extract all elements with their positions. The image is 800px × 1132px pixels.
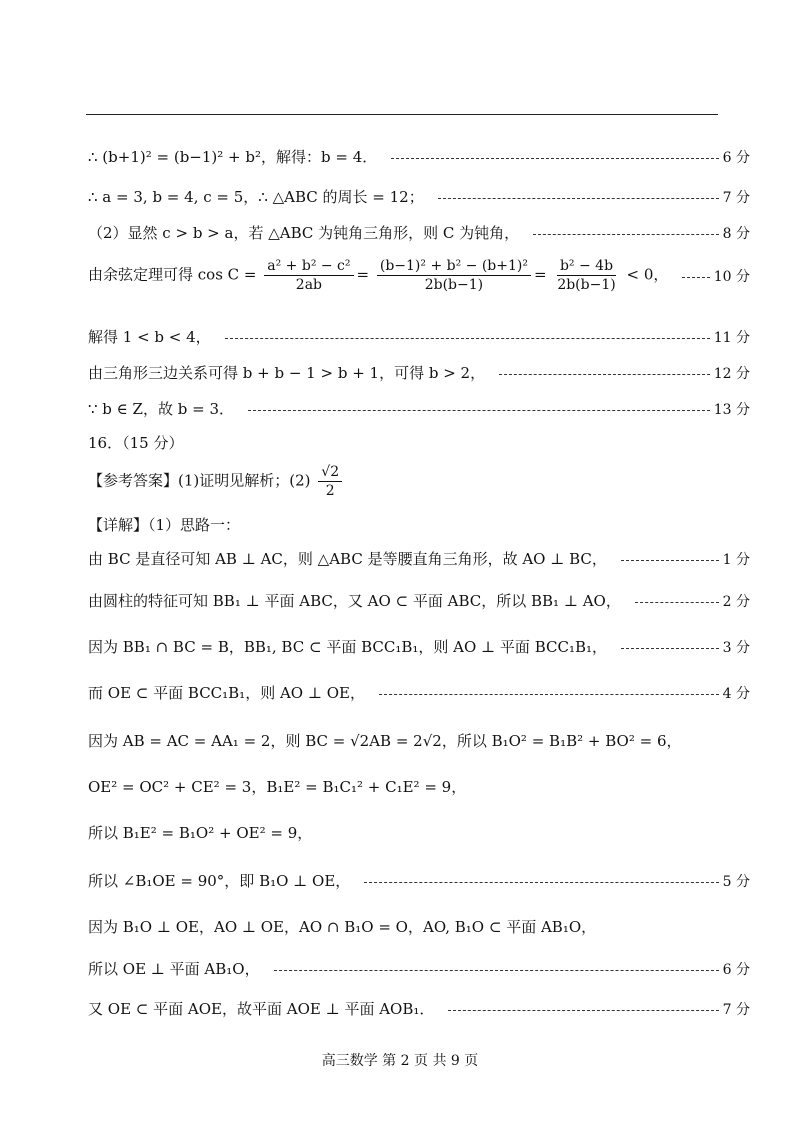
fraction-sqrt2-over-2: $\frac{√2}{2}$ bbox=[318, 464, 342, 499]
question-heading: 16．（15 分） bbox=[88, 434, 184, 452]
dot-leader bbox=[635, 602, 719, 603]
dot-leader bbox=[225, 338, 710, 339]
dot-leader bbox=[621, 648, 719, 649]
proof-line-3: 因为 BB₁ ∩ BC = B，BB₁, BC ⊂ 平面 BCC₁B₁，则 AO ⊥ 平面 BCC₁B₁， 3 分 bbox=[88, 638, 750, 656]
dot-leader bbox=[274, 970, 719, 971]
dot-leader bbox=[438, 198, 719, 199]
score-marker: 4 分 bbox=[722, 685, 750, 702]
solution-line-1: ∴ (b+1)² = (b−1)² + b²，解得：b = 4． 6 分 bbox=[88, 148, 750, 166]
score-marker: 11 分 bbox=[713, 329, 750, 346]
solution-line-7: ∵ b ∈ Z，故 b = 3． 13 分 bbox=[88, 400, 750, 418]
score-marker: 1 分 bbox=[722, 551, 750, 568]
proof-line-10: 所以 OE ⊥ 平面 AB₁O， 6 分 bbox=[88, 960, 750, 978]
dot-leader bbox=[682, 277, 709, 278]
page-footer: 高三数学 第 2 页 共 9 页 bbox=[321, 1053, 479, 1069]
fraction-1: $\frac{\text{a² + b² − c²}}{2ab}$ bbox=[264, 258, 353, 293]
score-marker: 7 分 bbox=[722, 189, 750, 206]
solution-line-5: 解得 1 < b < 4， 11 分 bbox=[88, 328, 750, 346]
score-marker: 6 分 bbox=[722, 149, 750, 166]
solution-line-2: ∴ a = 3, b = 4, c = 5，∴ △ABC 的周长 = 12； 7 分 bbox=[88, 188, 750, 206]
proof-line-8: 所以 ∠B₁OE = 90°，即 B₁O ⊥ OE， 5 分 bbox=[88, 872, 750, 890]
score-marker: 12 分 bbox=[713, 365, 750, 382]
solution-line-6: 由三角形三边关系可得 b + b − 1 > b + 1，可得 b > 2， 12 分 bbox=[88, 364, 750, 382]
proof-line-2: 由圆柱的特征可知 BB₁ ⊥ 平面 ABC，又 AO ⊂ 平面 ABC，所以 BB₁ ⊥ AO， 2 分 bbox=[88, 592, 750, 610]
proof-line-1: 由 BC 是直径可知 AB ⊥ AC，则 △ABC 是等腰直角三角形，故 AO ⊥ BC， 1 分 bbox=[88, 550, 750, 568]
score-marker: 3 分 bbox=[722, 639, 750, 656]
score-marker: 10 分 bbox=[713, 268, 750, 285]
score-marker: 6 分 bbox=[722, 961, 750, 978]
dot-leader bbox=[364, 882, 718, 883]
score-marker: 13 分 bbox=[713, 401, 750, 418]
proof-line-6: OE² = OC² + CE² = 3，B₁E² = B₁C₁² + C₁E² = 9， bbox=[88, 778, 467, 796]
dot-leader bbox=[533, 234, 718, 235]
score-marker: 8 分 bbox=[722, 225, 750, 242]
score-marker: 7 分 bbox=[722, 1001, 750, 1018]
dot-leader bbox=[379, 694, 719, 695]
dot-leader bbox=[248, 410, 710, 411]
solution-line-cosine: 由余弦定理可得 cos C = $\frac{\text{a² + b² − c²}}{2ab}$ = $\frac{\text{(b−1)² + b² − (b+1)²}}{2b(b-1)}$ = $\frac{\text{b² − 4b}}{2b(b-1)}$ < 0， 10 分 bbox=[88, 258, 750, 293]
proof-line-7: 所以 B₁E² = B₁O² + OE² = 9， bbox=[88, 824, 313, 842]
dot-leader bbox=[448, 1010, 718, 1011]
reference-answer: 【参考答案】(1)证明见解析；(2) $\frac{√2}{2}$ bbox=[88, 464, 750, 499]
proof-line-4: 而 OE ⊂ 平面 BCC₁B₁，则 AO ⊥ OE， 4 分 bbox=[88, 684, 750, 702]
header-rule bbox=[86, 114, 718, 115]
proof-line-5: 因为 AB = AC = AA₁ = 2，则 BC = √2AB = 2√2，所以 B₁O² = B₁B² + BO² = 6， bbox=[88, 732, 682, 750]
proof-line-11: 又 OE ⊂ 平面 AOE，故平面 AOE ⊥ 平面 AOB₁． 7 分 bbox=[88, 1000, 750, 1018]
detail-heading: 【详解】（1）思路一： bbox=[88, 516, 241, 534]
dot-leader bbox=[391, 158, 718, 159]
dot-leader bbox=[621, 560, 719, 561]
solution-line-3: （2）显然 c > b > a，若 △ABC 为钝角三角形，则 C 为钝角， 8 分 bbox=[88, 224, 750, 242]
score-marker: 2 分 bbox=[722, 593, 750, 610]
fraction-3: $\frac{\text{b² − 4b}}{2b(b-1)}$ bbox=[557, 258, 616, 293]
dot-leader bbox=[499, 374, 710, 375]
fraction-2: $\frac{\text{(b−1)² + b² − (b+1)²}}{2b(b-1)}$ bbox=[377, 258, 531, 293]
proof-line-9: 因为 B₁O ⊥ OE，AO ⊥ OE，AO ∩ B₁O = O，AO, B₁O ⊂ 平面 AB₁O， bbox=[88, 918, 597, 936]
score-marker: 5 分 bbox=[722, 873, 750, 890]
